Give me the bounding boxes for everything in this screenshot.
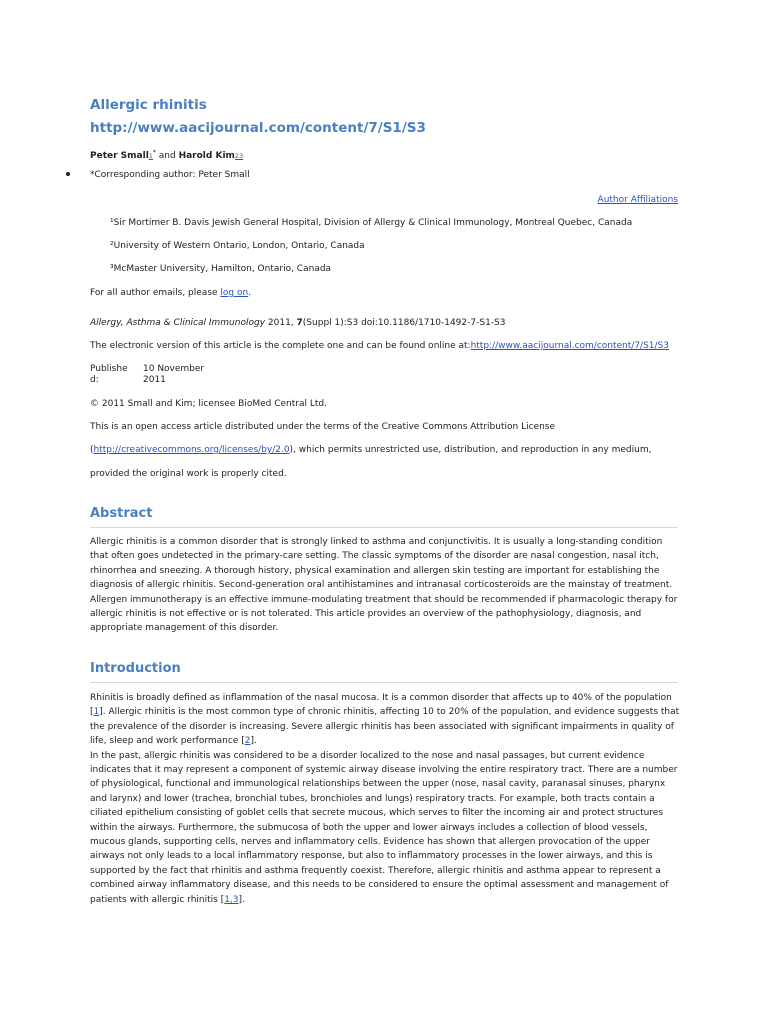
electronic-version-line [90, 341, 669, 351]
author-line [90, 149, 243, 161]
abstract-heading: Abstract [90, 506, 153, 521]
emails-suffix: . [248, 288, 252, 298]
list-bullet [66, 172, 70, 176]
license-paren: ( [90, 445, 94, 455]
paragraph-text: ]. [238, 894, 245, 905]
author-name: Harold Kim [178, 151, 235, 161]
citation-rest: (Suppl 1):S3 doi:10.1186/1710-1492-7-S1-S3 [302, 318, 506, 328]
citation-line [90, 318, 506, 328]
license-line: This is an open access article distributed under the terms of the Creative Commons Attribution License [90, 422, 555, 432]
introduction-body [90, 691, 680, 907]
emails-prefix: For all author emails, please [90, 288, 221, 298]
published-label-line: Publishe [90, 364, 128, 374]
reference-link[interactable]: 2 [244, 736, 251, 747]
license-line [90, 445, 651, 455]
copyright-line: © 2011 Small and Kim; licensee BioMed Central Ltd. [90, 399, 327, 409]
published-label-line: d: [90, 375, 99, 385]
published-date-line: 2011 [143, 375, 166, 385]
electronic-prefix: The electronic version of this article is the complete one and can be found online at: [90, 341, 471, 351]
section-divider [90, 682, 678, 683]
author-ref-link[interactable]: 1 [148, 152, 153, 160]
emails-line [90, 288, 251, 298]
author-ref-link[interactable]: 23 [234, 152, 244, 160]
affiliation-item: ²University of Western Ontario, London, Ontario, Canada [110, 241, 365, 251]
paragraph-text: In the past, allergic rhinitis was considered to be a disorder localized to the nose and nasal passages, but current evidence indicates that it may represent a component of systemic airway disease involving the entire respiratory tract. There are a number of physiological, functional and immunological relationships between the upper (nose, nasal cavity, paranasal sinuses, pharynx and larynx) and lower (trachea, bronchial tubes, bronchioles and lungs) respiratory tracts. For example, both tracts contain a ciliated epithelium consisting of goblet cells that secrete mucous, which serves to filter the incoming air and protect structures within the airways. Furthermore, the submucosa of both the upper and lower airways includes a collection of blood vessels, mucous glands, supporting cells, nerves and inflammatory cells. Evidence has shown that allergen provocation of the upper airways not only leads to a local inflammatory response, but also to inflammatory processes in the lower airways, and this is supported by the fact that rhinitis and asthma frequently coexist. Therefore, allergic rhinitis and asthma appear to represent a combined airway inflammatory disease, and this needs to be considered to ensure the optimal assessment and management of patients with allergic rhinitis [ [90, 750, 678, 905]
introduction-heading: Introduction [90, 661, 181, 676]
author-name: Peter Small [90, 151, 149, 161]
corresponding-author: *Corresponding author: Peter Small [90, 170, 250, 180]
license-text: ), which permits unrestricted use, distribution, and reproduction in any medium, [289, 445, 652, 455]
journal-name: Allergy, Asthma & Clinical Immunology [90, 318, 266, 328]
published-date-line: 10 November [143, 364, 205, 374]
license-line: provided the original work is properly cited. [90, 469, 287, 479]
citation-year: 2011, [265, 318, 297, 328]
log-on-link[interactable]: log on [220, 288, 249, 298]
article-title: Allergic rhinitis [90, 97, 207, 113]
paragraph-text: ]. [250, 736, 257, 747]
abstract-text: Allergic rhinitis is a common disorder that is strongly linked to asthma and conjunctivitis. It is usually a long-standing condition that often goes undetected in the primary-care setting. The classic symptoms of the disorder are nasal congestion, nasal itch, rhinorrhea and sneezing. A thorough history, physical examination and allergen skin testing are important for establishing the diagnosis of allergic rhinitis. Second-generation oral antihistamines and intranasal corticosteroids are the mainstay of treatment. Allergen immunotherapy is an effective immune-modulating treatment that should be recommended if pharmacologic therapy for allergic rhinitis is not effective or is not tolerated. This article provides an overview of the pathophysiology, diagnosis, and appropriate management of this disorder. [90, 537, 678, 634]
electronic-link[interactable]: http://www.aacijournal.com/content/7/S1/S3 [470, 341, 669, 351]
author-affiliations-link[interactable]: Author Affiliations [597, 195, 678, 205]
published-label [90, 364, 128, 386]
reference-link[interactable]: 1,3 [224, 894, 239, 905]
author-and: and [155, 151, 179, 161]
section-divider [90, 527, 678, 528]
affiliation-item: ¹Sir Mortimer B. Davis Jewish General Hospital, Division of Allergy & Clinical Immunology, Montreal Quebec, Canada [110, 218, 633, 228]
article-url[interactable]: http://www.aacijournal.com/content/7/S1/S3 [90, 120, 426, 136]
paragraph-text: Rhinitis is broadly defined as inflammation of the nasal mucosa. It is a common disorder that affects up to 40% of the population [ [90, 693, 672, 718]
paragraph-text: ]. Allergic rhinitis is the most common type of chronic rhinitis, affecting 10 to 20% of the population, and evidence suggests that the prevalence of the disorder is increasing. Severe allergic rhinitis has been associated with significant impairments in quality of life, sleep and work performance [ [90, 707, 680, 747]
license-link[interactable]: http://creativecommons.org/licenses/by/2.0 [93, 445, 290, 455]
citation-volume: 7 [296, 318, 303, 328]
published-date [143, 364, 204, 386]
reference-link[interactable]: 1 [93, 707, 100, 718]
introduction-paragraph [90, 691, 680, 749]
corresponding-star: * [152, 149, 156, 156]
introduction-paragraph [90, 749, 680, 907]
affiliation-item: ³McMaster University, Hamilton, Ontario, Canada [110, 264, 332, 274]
